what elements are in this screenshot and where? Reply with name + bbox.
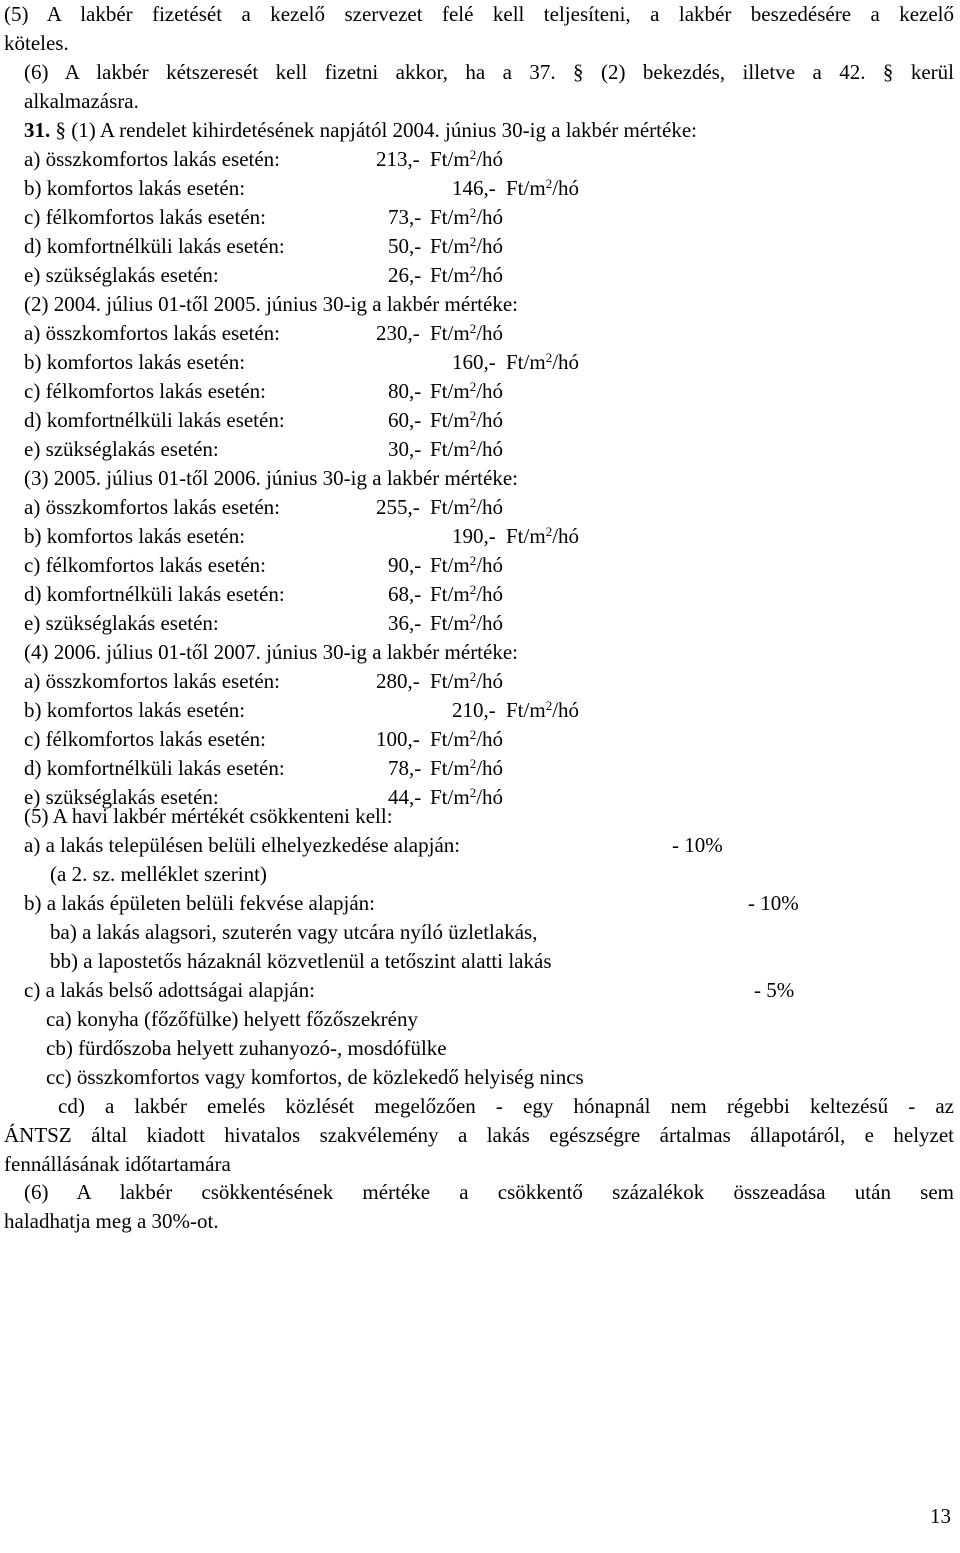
unit-text-suffix: /hó xyxy=(552,176,580,200)
period-header: (4) 2006. július 01-től 2007. június 30-ig a lakbér mértéke: xyxy=(24,640,518,664)
reduction-b-row xyxy=(0,889,960,918)
unit-text: Ft/m xyxy=(506,350,546,374)
unit-text-suffix: /hó xyxy=(476,437,504,461)
rent-row xyxy=(0,232,960,261)
unit-text: Ft/m xyxy=(430,263,470,287)
rent-row-unit xyxy=(430,406,503,435)
section-number: 31. xyxy=(24,118,51,142)
reduction-cd-line-1: cd) a lakbér emelés közlését megelőzően - egy hónapnál nem régebbi keltezésű - az xyxy=(58,1094,954,1118)
unit-text-suffix: /hó xyxy=(476,147,504,171)
para-6-line-1: (6) A lakbér kétszeresét kell fizetni akkor, ha a 37. § (2) bekezdés, illetve a 42. § kerül xyxy=(24,60,954,84)
rent-row-amount: 44,- xyxy=(388,785,422,809)
rent-row-unit xyxy=(506,696,579,725)
unit-text-suffix: /hó xyxy=(476,727,504,751)
unit-text-suffix: /hó xyxy=(552,698,580,722)
rent-row-unit xyxy=(430,203,503,232)
unit-superscript: 2 xyxy=(469,321,477,336)
rent-row-amount: 80,- xyxy=(388,379,422,403)
rent-row-label: e) szükséglakás esetén: xyxy=(24,785,219,809)
rent-row-amount: 146,- xyxy=(452,176,496,200)
unit-text: Ft/m xyxy=(430,582,470,606)
rent-row-label: c) félkomfortos lakás esetén: xyxy=(24,205,266,229)
unit-superscript: 2 xyxy=(469,727,477,742)
rent-row-amount: 100,- xyxy=(376,727,420,751)
reduction-a-row xyxy=(0,831,960,860)
unit-text-suffix: /hó xyxy=(552,350,580,374)
unit-text-suffix: /hó xyxy=(476,669,504,693)
unit-superscript: 2 xyxy=(545,524,553,539)
rent-row-amount: 73,- xyxy=(388,205,422,229)
rent-row-unit xyxy=(506,174,579,203)
unit-text: Ft/m xyxy=(506,698,546,722)
unit-text-suffix: /hó xyxy=(476,785,504,809)
unit-text-suffix: /hó xyxy=(476,553,504,577)
unit-superscript: 2 xyxy=(469,495,477,510)
unit-text: Ft/m xyxy=(430,437,470,461)
rent-row-amount: 26,- xyxy=(388,263,422,287)
rent-row-amount: 280,- xyxy=(376,669,420,693)
unit-superscript: 2 xyxy=(469,408,477,423)
reduction-c-percent: - 5% xyxy=(754,978,795,1002)
rent-row-label: d) komfortnélküli lakás esetén: xyxy=(24,234,285,258)
reduction-ba: ba) a lakás alagsori, szuterén vagy utcára nyíló üzletlakás, xyxy=(50,920,538,944)
unit-superscript: 2 xyxy=(469,263,477,278)
rent-row-unit xyxy=(506,522,579,551)
unit-superscript: 2 xyxy=(469,611,477,626)
unit-text: Ft/m xyxy=(430,408,470,432)
rent-row-amount: 213,- xyxy=(376,147,420,171)
para-5-line-1: (5) A lakbér fizetését a kezelő szervezet felé kell teljesíteni, a lakbér beszedésére a kezelő xyxy=(4,2,954,26)
unit-text: Ft/m xyxy=(430,379,470,403)
rent-row-label: d) komfortnélküli lakás esetén: xyxy=(24,408,285,432)
para-6-line-2: alkalmazásra. xyxy=(24,89,139,113)
unit-text: Ft/m xyxy=(430,785,470,809)
rent-row-label: a) összkomfortos lakás esetén: xyxy=(24,495,281,519)
rent-row-amount: 30,- xyxy=(388,437,422,461)
rent-row xyxy=(0,667,960,696)
reduction-cc: cc) összkomfortos vagy komfortos, de közlekedő helyiség nincs xyxy=(46,1065,584,1089)
rent-row xyxy=(0,580,960,609)
rent-row xyxy=(0,754,960,783)
rent-row-unit xyxy=(430,145,503,174)
unit-superscript: 2 xyxy=(469,205,477,220)
reduction-cb: cb) fürdőszoba helyett zuhanyozó-, mosdófülke xyxy=(46,1036,447,1060)
unit-superscript: 2 xyxy=(545,350,553,365)
unit-superscript: 2 xyxy=(469,669,477,684)
rent-row-unit xyxy=(430,725,503,754)
rent-row-unit xyxy=(430,435,503,464)
unit-text-suffix: /hó xyxy=(476,205,504,229)
rent-row-amount: 68,- xyxy=(388,582,422,606)
unit-text: Ft/m xyxy=(430,321,470,345)
rent-row-amount: 190,- xyxy=(452,524,496,548)
section-31-header xyxy=(24,116,960,145)
rent-row xyxy=(0,725,960,754)
period-header: (2) 2004. július 01-től 2005. június 30-ig a lakbér mértéke: xyxy=(24,292,518,316)
unit-text: Ft/m xyxy=(430,234,470,258)
unit-superscript: 2 xyxy=(469,234,477,249)
rent-row xyxy=(0,435,960,464)
rent-row-label: b) komfortos lakás esetén: xyxy=(24,698,246,722)
unit-text: Ft/m xyxy=(506,524,546,548)
rent-row-amount: 60,- xyxy=(388,408,422,432)
para-6-closing-line-1: (6) A lakbér csökkentésének mértéke a csökkentő százalékok összeadása után sem xyxy=(24,1180,954,1204)
para-5-line-2: köteles. xyxy=(4,31,69,55)
reduction-ca: ca) konyha (főzőfülke) helyett főzőszekrény xyxy=(46,1007,418,1031)
rent-row-label: c) félkomfortos lakás esetén: xyxy=(24,553,266,577)
rent-row-amount: 90,- xyxy=(388,553,422,577)
rent-row xyxy=(0,203,960,232)
rent-row-unit xyxy=(430,319,503,348)
rent-row-label: b) komfortos lakás esetén: xyxy=(24,176,246,200)
rent-row-unit xyxy=(430,493,503,522)
rent-row xyxy=(0,609,960,638)
reduction-c-row xyxy=(0,976,960,1005)
rent-row-label: a) összkomfortos lakás esetén: xyxy=(24,669,281,693)
rent-row-amount: 160,- xyxy=(452,350,496,374)
para-6-closing-line-2: haladhatja meg a 30%-ot. xyxy=(4,1209,219,1233)
unit-text: Ft/m xyxy=(430,669,470,693)
rent-row-amount: 210,- xyxy=(452,698,496,722)
rent-row-label: e) szükséglakás esetén: xyxy=(24,263,219,287)
rent-row-label: e) szükséglakás esetén: xyxy=(24,437,219,461)
period-header: (3) 2005. július 01-től 2006. június 30-ig a lakbér mértéke: xyxy=(24,466,518,490)
rent-row-label: b) komfortos lakás esetén: xyxy=(24,524,246,548)
unit-text-suffix: /hó xyxy=(476,234,504,258)
rent-row-label: c) félkomfortos lakás esetén: xyxy=(24,379,266,403)
reduction-header: (5) A havi lakbér mértékét csökkenteni kell: xyxy=(24,804,393,828)
reduction-c-label: c) a lakás belső adottságai alapján: xyxy=(24,978,315,1002)
rent-row xyxy=(0,145,960,174)
rent-row-amount: 36,- xyxy=(388,611,422,635)
unit-text: Ft/m xyxy=(430,756,470,780)
reduction-cd-line-2: ÁNTSZ által kiadott hivatalos szakvélemény a lakás egészségre ártalmas állapotáról, e helyzet xyxy=(4,1123,954,1147)
rent-row-label: c) félkomfortos lakás esetén: xyxy=(24,727,266,751)
unit-superscript: 2 xyxy=(469,553,477,568)
reduction-b-label: b) a lakás épületen belüli fekvése alapján: xyxy=(24,891,376,915)
unit-superscript: 2 xyxy=(469,582,477,597)
rent-row-label: d) komfortnélküli lakás esetén: xyxy=(24,756,285,780)
page-number: 13 xyxy=(930,1504,951,1528)
unit-text: Ft/m xyxy=(506,176,546,200)
unit-text-suffix: /hó xyxy=(476,263,504,287)
unit-text: Ft/m xyxy=(430,495,470,519)
unit-text: Ft/m xyxy=(430,205,470,229)
reduction-bb: bb) a lapostetős házaknál közvetlenül a tetőszint alatti lakás xyxy=(50,949,552,973)
unit-superscript: 2 xyxy=(545,176,553,191)
unit-text-suffix: /hó xyxy=(476,495,504,519)
unit-text-suffix: /hó xyxy=(476,756,504,780)
rent-row-label: e) szükséglakás esetén: xyxy=(24,611,219,635)
reduction-a-label: a) a lakás településen belüli elhelyezkedése alapján: xyxy=(24,833,461,857)
rent-row xyxy=(0,696,960,725)
reduction-b-percent: - 10% xyxy=(748,891,799,915)
unit-text-suffix: /hó xyxy=(476,408,504,432)
unit-text: Ft/m xyxy=(430,147,470,171)
rent-row-amount: 78,- xyxy=(388,756,422,780)
rent-row-unit xyxy=(430,667,503,696)
rent-row-amount: 50,- xyxy=(388,234,422,258)
rent-row xyxy=(0,348,960,377)
rent-row xyxy=(0,174,960,203)
section-31-text: § (1) A rendelet kihirdetésének napjától 2004. június 30-ig a lakbér mértéke: xyxy=(50,118,697,142)
rent-row-unit xyxy=(506,348,579,377)
unit-text: Ft/m xyxy=(430,727,470,751)
unit-superscript: 2 xyxy=(469,437,477,452)
rent-row-label: a) összkomfortos lakás esetén: xyxy=(24,321,281,345)
rent-row-unit xyxy=(430,609,503,638)
unit-superscript: 2 xyxy=(545,698,553,713)
rent-row xyxy=(0,551,960,580)
rent-row-unit xyxy=(430,580,503,609)
unit-text-suffix: /hó xyxy=(476,582,504,606)
unit-text: Ft/m xyxy=(430,553,470,577)
rent-row-amount: 255,- xyxy=(376,495,420,519)
unit-text: Ft/m xyxy=(430,611,470,635)
unit-superscript: 2 xyxy=(469,756,477,771)
rent-row-label: a) összkomfortos lakás esetén: xyxy=(24,147,281,171)
unit-superscript: 2 xyxy=(469,379,477,394)
rent-row xyxy=(0,261,960,290)
rent-row-amount: 230,- xyxy=(376,321,420,345)
rent-row xyxy=(0,522,960,551)
rent-row xyxy=(0,377,960,406)
rent-row-label: b) komfortos lakás esetén: xyxy=(24,350,246,374)
rent-row-unit xyxy=(430,377,503,406)
rent-row-unit xyxy=(430,754,503,783)
unit-text-suffix: /hó xyxy=(552,524,580,548)
rent-row-unit xyxy=(430,261,503,290)
rent-row xyxy=(0,319,960,348)
rent-row xyxy=(0,493,960,522)
unit-superscript: 2 xyxy=(469,147,477,162)
reduction-a-note: (a 2. sz. melléklet szerint) xyxy=(50,862,267,886)
unit-text-suffix: /hó xyxy=(476,379,504,403)
rent-row xyxy=(0,406,960,435)
unit-superscript: 2 xyxy=(469,785,477,800)
rent-row-unit xyxy=(430,232,503,261)
unit-text-suffix: /hó xyxy=(476,611,504,635)
reduction-a-percent: - 10% xyxy=(672,833,723,857)
rent-row-unit xyxy=(430,551,503,580)
rent-row-label: d) komfortnélküli lakás esetén: xyxy=(24,582,285,606)
unit-text-suffix: /hó xyxy=(476,321,504,345)
reduction-cd-line-3: fennállásának időtartamára xyxy=(4,1152,231,1176)
